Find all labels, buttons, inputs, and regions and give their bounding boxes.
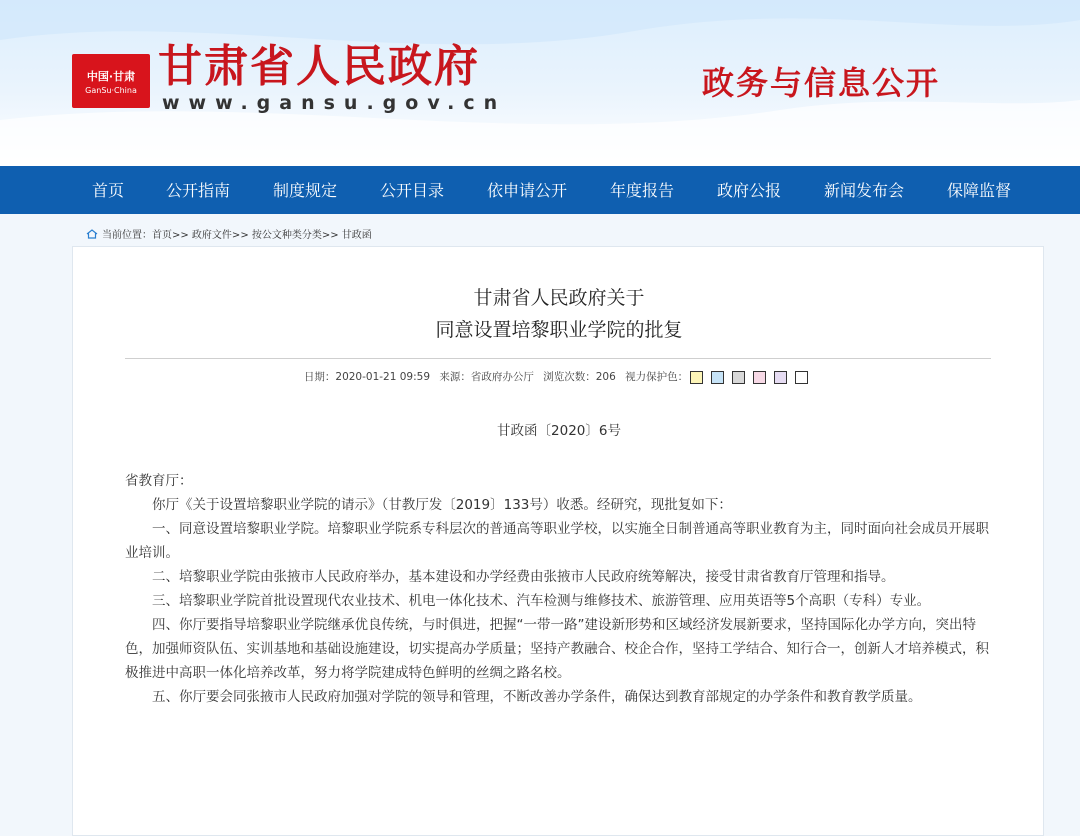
nav-item-rules[interactable]: 制度规定 xyxy=(273,181,338,200)
nav-item-home[interactable]: 首页 xyxy=(92,181,125,200)
breadcrumb-text[interactable]: 当前位置：首页>> 政府文件>> 按公文种类分类>> 甘政函 xyxy=(102,230,372,241)
main-nav xyxy=(0,166,1080,214)
nav-item-press[interactable]: 新闻发布会 xyxy=(824,181,905,200)
eye-color-purple[interactable] xyxy=(774,371,787,384)
meta-date: 日期：2020-01-21 09:59 xyxy=(303,371,431,383)
nav-item-supervision[interactable]: 保障监督 xyxy=(947,181,1012,200)
home-icon xyxy=(86,229,98,242)
logo-text-en: GanSu·China xyxy=(85,86,137,95)
paragraph: 一、同意设置培黎职业学院。培黎职业学院系专科层次的普通高等职业学校，以实施全日制普通高等职业教育为主，同时面向社会成员开展职业培训。 xyxy=(125,521,989,561)
salutation: 省教育厅： xyxy=(125,473,193,489)
breadcrumb xyxy=(86,226,372,242)
eye-color-gray[interactable] xyxy=(732,371,745,384)
document-number: 甘政函〔2020〕6号 xyxy=(497,423,621,439)
nav-item-gazette[interactable]: 政府公报 xyxy=(717,181,782,200)
nav-item-catalog[interactable]: 公开目录 xyxy=(380,181,445,200)
site-url: www.gansu.gov.cn xyxy=(162,92,507,114)
title-divider xyxy=(125,358,991,359)
eye-color-pink[interactable] xyxy=(753,371,766,384)
paragraph: 四、你厅要指导培黎职业学院继承优良传统，与时俱进，把握“一带一路”建设新形势和区域经济发展新要求，坚持国际化办学方向，突出特色，加强师资队伍、实训基地和基础设施建设，切实提高办学质量；坚持产教融合、校企合作，坚持工学结合、知行合一，创新人才培养模式，积极推进中高职一体化培养改革，努力将学院建成特色鲜明的丝绸之路名校。 xyxy=(125,617,989,681)
eye-color-white[interactable] xyxy=(795,371,808,384)
nav-item-apply[interactable]: 依申请公开 xyxy=(487,181,568,200)
eye-color-yellow[interactable] xyxy=(690,371,703,384)
logo-text-cn: 中国·甘肃 xyxy=(86,70,136,83)
site-title[interactable]: 甘肃省人民政府 xyxy=(158,41,480,92)
document-meta xyxy=(73,369,1045,384)
document-title-line2: 同意设置培黎职业学院的批复 xyxy=(435,319,683,341)
paragraph: 三、培黎职业学院首批设置现代农业技术、机电一体化技术、汽车检测与维修技术、旅游管理、应用英语等5个高职（专科）专业。 xyxy=(152,593,931,609)
nav-item-annual-report[interactable]: 年度报告 xyxy=(610,181,675,200)
paragraph: 五、你厅要会同张掖市人民政府加强对学院的领导和管理，不断改善办学条件，确保达到教育部规定的办学条件和教育教学质量。 xyxy=(152,689,922,705)
section-title: 政务与信息公开 xyxy=(702,64,941,102)
paragraph: 二、培黎职业学院由张掖市人民政府举办，基本建设和办学经费由张掖市人民政府统筹解决，接受甘肃省教育厅管理和指导。 xyxy=(152,569,895,585)
document-panel xyxy=(72,246,1044,836)
paragraph: 你厅《关于设置培黎职业学院的请示》（甘教厅发〔2019〕133号）收悉。经研究，现批复如下： xyxy=(152,497,732,513)
site-header xyxy=(0,0,1080,166)
meta-source: 来源：省政府办公厅 xyxy=(439,371,534,383)
meta-views: 浏览次数：206 xyxy=(543,371,616,383)
site-logo[interactable] xyxy=(72,54,150,108)
document-title-line1: 甘肃省人民政府关于 xyxy=(473,287,645,309)
document-body xyxy=(125,469,991,709)
meta-eye-protect-label: 视力保护色： xyxy=(625,371,689,383)
eye-color-blue[interactable] xyxy=(711,371,724,384)
nav-item-guide[interactable]: 公开指南 xyxy=(166,181,231,200)
